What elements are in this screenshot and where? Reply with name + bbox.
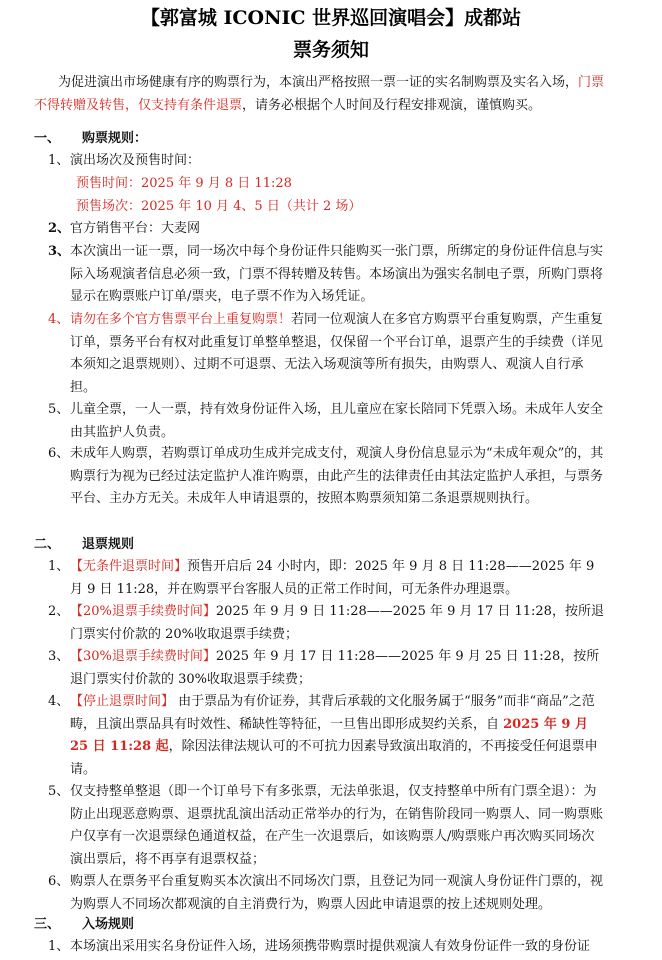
item-text: 本次演出一证一票，同一场次中每个身份证件只能购买一张门票，所绑定的身份证件信息与实际入场观演者信息必须一致，门票不得转赠及转售。本场演出为强实名制电子票，所购门票将显示在购票账户订单/票夹，电子票不作为入场凭证。 — [70, 244, 604, 305]
item-number: 3、 — [48, 649, 70, 664]
section-title: 退票规则 — [82, 537, 135, 552]
intro-paragraph — [34, 72, 608, 117]
purchase-rule-5 — [48, 399, 606, 444]
duplicate-purchase-warning: 请勿在多个官方售票平台上重复购票！ — [70, 312, 292, 327]
item-text: 本场演出采用实名身份证件入场，进场须携带购票时提供观演人有效身份证件一致的身份证 — [70, 939, 591, 954]
item-number: 4、 — [48, 312, 70, 327]
refund-rule-2 — [48, 601, 606, 646]
item-number: 6、 — [48, 446, 70, 461]
section-title: 购票规则： — [82, 131, 148, 146]
item-number: 5、 — [48, 402, 70, 417]
presale-sessions: 预售场次：2025 年 10 月 4、5 日（共计 2 场） — [76, 199, 362, 214]
section-entry-rules-heading — [34, 914, 134, 936]
item-text: 未成年人购票，若购票订单成功生成并完成支付，观演人身份信息显示为“未成年观众”的，其购票行为视为已经过法定监护人准许购票，由此产生的法律责任由其法定监护人承担，与票务平台、主办方无关。未成年人申请退票的，按照本购票须知第二条退票规则执行。 — [70, 446, 604, 507]
refund-tag: 【无条件退票时间】 — [70, 559, 188, 574]
refund-rule-3 — [48, 646, 606, 691]
purchase-rule-6 — [48, 443, 606, 511]
refund-tag: 【30%退票手续费时间】 — [70, 649, 216, 664]
refund-rule-1 — [48, 556, 606, 601]
refund-rule-5 — [48, 781, 606, 871]
purchase-rule-1 — [48, 150, 606, 173]
item-number: 5、 — [48, 784, 70, 799]
item-text: 由于票品为有价证券，其背后承载的文化服务属于“服务”而非“商品”之范畴，且演出票品具有时效性、稀缺性等特征，一旦售出即形成契约关系，自 — [70, 694, 595, 732]
item-number: 1、 — [48, 939, 70, 954]
item-text: 儿童全票，一人一票，持有效身份证件入场，且儿童应在家长陪同下凭票入场。未成年人安全由其监护人负责。 — [70, 402, 604, 440]
refund-rule-6 — [48, 871, 606, 916]
item-text-continued: ，除因法律法规认可的不可抗力因素导致演出取消的，不再接受任何退票申请。 — [70, 739, 598, 777]
refund-rule-4 — [48, 691, 606, 781]
item-text: 购票人在票务平台重复购买本次演出不同场次门票，且登记为同一观演人身份证件门票的，视为购票人不同场次都观演的自主消费行为，购票人因此申请退票的按上述规则处理。 — [70, 874, 604, 912]
refund-tag: 【停止退票时间】 — [70, 694, 175, 709]
presale-time: 预售时间：2025 年 9 月 8 日 11:28 — [76, 176, 292, 191]
item-number: 2、 — [48, 221, 71, 236]
section-title: 入场规则 — [82, 917, 135, 932]
item-text: 演出场次及预售时间： — [70, 153, 201, 168]
stop-refund-date: 2025 年 9 月 25 日 11:28 起 — [70, 716, 588, 755]
document-subtitle: 票务须知 — [292, 39, 369, 61]
section-purchase-rules-heading — [34, 128, 147, 150]
document-title: 【郭富城 ICONIC 世界巡回演唱会】成都站 — [140, 7, 522, 29]
purchase-rule-3 — [48, 241, 606, 309]
item-text: 仅支持整单整退（即一个订单号下有多张票，无法单张退，仅支持整单中所有门票全退）：为防止出现恶意购票、退票扰乱演出活动正常举办的行为，在销售阶段同一购票人、同一购票账户仅享有一次退票绿色通道权益，在产生一次退票后，如该购票人/购票账户再次购买同场次演出票后，将不再享有退票权益； — [70, 784, 604, 867]
section-number: 三、 — [34, 917, 61, 932]
item-text: 预售开启后 24 小时内，即：2025 年 9 月 8 日 11:28——2025 年 9 月 9 日 11:28，并在购票平台客服人员的正常工作时间，可无条件办理退票。 — [70, 559, 595, 597]
item-text: 官方销售平台：大麦网 — [70, 221, 201, 236]
section-refund-rules-heading — [34, 534, 134, 556]
item-text: 2025 年 9 月 9 日 11:28——2025 年 9 月 17 日 11:28，按所退门票实付价款的 20%收取退票手续费； — [70, 604, 604, 642]
intro-text-2: ，请务必根据个人时间及行程安排观演，谨慎购买。 — [242, 97, 542, 113]
section-number: 一、 — [34, 131, 61, 146]
item-number: 2、 — [48, 604, 70, 619]
item-number: 1、 — [48, 559, 70, 574]
item-number: 6、 — [48, 874, 70, 889]
section-number: 二、 — [34, 537, 61, 552]
intro-warning: 门票不得转赠及转售，仅支持有条件退票 — [34, 75, 605, 113]
intro-text-1: 为促进演出市场健康有序的购票行为，本演出严格按照一票一证的实名制购票及实名入场， — [58, 75, 579, 90]
item-text: 2025 年 9 月 17 日 11:28——2025 年 9 月 25 日 11:28，按所退门票实付价款的 30%收取退票手续费； — [70, 649, 600, 687]
refund-tag: 【20%退票手续费时间】 — [70, 604, 216, 619]
item-number: 1、 — [48, 153, 70, 168]
item-text: 若同一位观演人在多官方购票平台重复购票，产生重复订单，票务平台有权对此重复订单整单整退，仅保留一个平台订单，退票产生的手续费（详见本须知之退票规则）、过期不可退票、无法入场观演等所有损失，由购票人、观演人自行承担。 — [70, 312, 604, 395]
purchase-rule-2 — [48, 218, 606, 241]
purchase-rule-4 — [48, 309, 606, 399]
entry-rule-1 — [48, 936, 606, 960]
item-number: 3、 — [48, 244, 71, 259]
item-number: 4、 — [48, 694, 70, 709]
